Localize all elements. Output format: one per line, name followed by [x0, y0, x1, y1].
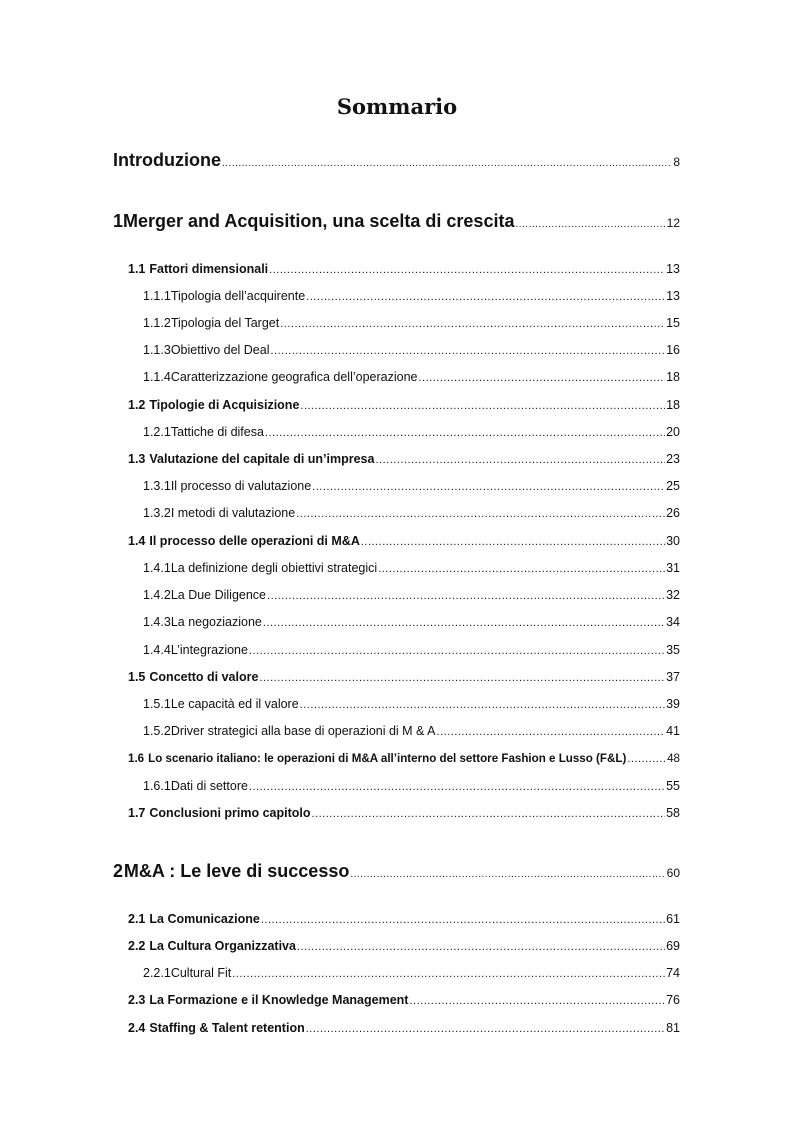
- toc-entry-1-6-1[interactable]: [143, 779, 680, 793]
- dot-leader: [296, 508, 665, 520]
- toc-label: Tipologie di Acquisizione: [149, 398, 300, 412]
- toc-label: Il processo delle operazioni di M&A: [149, 534, 360, 548]
- toc-entry-chapter-1[interactable]: [113, 211, 680, 232]
- toc-label: La Cultura Organizzativa: [149, 939, 296, 953]
- dot-leader: [361, 536, 665, 548]
- toc-label: Staffing & Talent retention: [149, 1021, 305, 1035]
- toc-number: 1.5.1: [143, 697, 171, 711]
- toc-page-number: 8: [673, 155, 680, 169]
- toc-page-number: 60: [666, 866, 680, 880]
- dot-leader: [350, 869, 665, 880]
- toc-number: 1.4.1: [143, 561, 171, 575]
- toc-number: 1.3.2: [143, 506, 171, 520]
- dot-leader: [306, 1023, 665, 1035]
- toc-number: 2: [113, 861, 124, 881]
- toc-number: 2.2: [128, 939, 146, 953]
- toc-page-number: 18: [666, 398, 680, 412]
- toc-number: 1.5.2: [143, 724, 171, 738]
- toc-label: Concetto di valore: [149, 670, 259, 684]
- toc-entry-1-5-1[interactable]: [143, 697, 680, 711]
- toc-number: 1.3: [128, 452, 146, 466]
- dot-leader: [515, 219, 665, 230]
- dot-leader: [232, 968, 665, 980]
- toc-number: 1.2.1: [143, 425, 171, 439]
- toc-label: Cultural Fit: [170, 966, 232, 980]
- toc-page-number: 41: [666, 724, 680, 738]
- toc-label: L’integrazione: [170, 643, 248, 657]
- toc-page-number: 31: [666, 561, 680, 575]
- dot-leader: [222, 158, 672, 169]
- toc-label: La Formazione e il Knowledge Management: [149, 993, 409, 1007]
- toc-page-number: 16: [666, 343, 680, 357]
- toc-entry-1-1-3[interactable]: [143, 343, 680, 357]
- toc-number: 1.1.4: [143, 370, 171, 384]
- dot-leader: [300, 400, 665, 412]
- toc-page-number: 48: [667, 752, 680, 765]
- dot-leader: [409, 995, 665, 1007]
- toc-label: La definizione degli obiettivi strategici: [170, 561, 378, 575]
- toc-label: Tattiche di difesa: [170, 425, 264, 439]
- toc-page-number: 12: [666, 216, 680, 230]
- toc-number: 1.6: [128, 752, 145, 765]
- toc-page-number: 20: [666, 425, 680, 439]
- toc-number: 1.1: [128, 262, 146, 276]
- toc-page-number: 15: [666, 316, 680, 330]
- dot-leader: [437, 726, 666, 738]
- dot-leader: [265, 427, 665, 439]
- dot-leader: [249, 645, 665, 657]
- toc-entry-2-3[interactable]: [128, 993, 680, 1007]
- toc-entry-2-2[interactable]: [128, 939, 680, 953]
- toc-entry-1-4-2[interactable]: [143, 588, 680, 602]
- toc-number: 1.2: [128, 398, 146, 412]
- toc-entry-2-4[interactable]: [128, 1021, 680, 1035]
- toc-entry-2-2-1[interactable]: [143, 966, 680, 980]
- dot-leader: [627, 753, 666, 765]
- toc-page-number: 39: [666, 697, 680, 711]
- toc-number: 1.1.1: [143, 289, 171, 303]
- toc-entry-1-7[interactable]: [128, 806, 680, 820]
- dot-leader: [306, 291, 665, 303]
- toc-label: Conclusioni primo capitolo: [149, 806, 311, 820]
- toc-page-number: 35: [666, 643, 680, 657]
- page-title: Sommario: [336, 94, 458, 119]
- toc-entry-introduzione[interactable]: [113, 150, 680, 171]
- toc-number: 1.6.1: [143, 779, 171, 793]
- toc-number: 2.3: [128, 993, 146, 1007]
- dot-leader: [263, 617, 665, 629]
- toc-page-number: 81: [666, 1021, 680, 1035]
- toc-entry-1-3[interactable]: [128, 452, 680, 466]
- toc-label: Lo scenario italiano: le operazioni di M&A all’interno del settore Fashion e Lusso (F&L): [148, 752, 627, 765]
- toc-page-number: 23: [666, 452, 680, 466]
- toc-entry-1-1[interactable]: [128, 262, 680, 276]
- toc-page-number: 34: [666, 615, 680, 629]
- toc-label: I metodi di valutazione: [170, 506, 296, 520]
- toc-page-number: 58: [666, 806, 680, 820]
- toc-label: Tipologia dell’acquirente: [170, 289, 306, 303]
- toc-label: Valutazione del capitale di un’impresa: [149, 452, 375, 466]
- toc-entry-2-1[interactable]: [128, 912, 680, 926]
- dot-leader: [312, 481, 665, 493]
- toc-number: 1.3.1: [143, 479, 171, 493]
- toc-page-number: 55: [666, 779, 680, 793]
- toc-entry-1-4-4[interactable]: [143, 643, 680, 657]
- toc-entry-1-5[interactable]: [128, 670, 680, 684]
- toc-label: M&A : Le leve di successo: [123, 861, 350, 881]
- toc-number: 1.4: [128, 534, 146, 548]
- toc-number: 2.4: [128, 1021, 146, 1035]
- toc-label: La Comunicazione: [149, 912, 260, 926]
- dot-leader: [419, 372, 666, 384]
- dot-leader: [270, 345, 665, 357]
- toc-page-number: 61: [666, 912, 680, 926]
- toc-number: 2.1: [128, 912, 146, 926]
- dot-leader: [249, 781, 665, 793]
- toc-entry-1-5-2[interactable]: [143, 724, 680, 738]
- toc-page-number: 25: [666, 479, 680, 493]
- toc-page-number: 74: [666, 966, 680, 980]
- toc-entry-1-2[interactable]: [128, 398, 680, 412]
- toc-label: Il processo di valutazione: [170, 479, 312, 493]
- toc-label: Obiettivo del Deal: [170, 343, 270, 357]
- dot-leader: [267, 590, 665, 602]
- toc-page-number: 76: [666, 993, 680, 1007]
- toc-entry-1-1-2[interactable]: [143, 316, 680, 330]
- dot-leader: [312, 808, 666, 820]
- toc-page-number: 37: [666, 670, 680, 684]
- toc-entry-1-1-4[interactable]: [143, 370, 680, 384]
- toc-page-number: 32: [666, 588, 680, 602]
- toc-number: 1.4.4: [143, 643, 171, 657]
- toc-number: 1.4.3: [143, 615, 171, 629]
- toc-entry-1-3-1[interactable]: [143, 479, 680, 493]
- toc-entry-1-4[interactable]: [128, 534, 680, 548]
- toc-entry-1-1-1[interactable]: [143, 289, 680, 303]
- toc-label: Driver strategici alla base di operazioni di M & A: [170, 724, 436, 738]
- toc-label: La negoziazione: [170, 615, 262, 629]
- toc-label: Le capacità ed il valore: [170, 697, 299, 711]
- toc-entry-1-3-2[interactable]: [143, 506, 680, 520]
- dot-leader: [261, 914, 665, 926]
- toc-page-number: 69: [666, 939, 680, 953]
- toc-entry-chapter-2[interactable]: [113, 861, 680, 882]
- toc-number: 1.4.2: [143, 588, 171, 602]
- toc-label: La Due Diligence: [170, 588, 267, 602]
- toc-page-number: 18: [666, 370, 680, 384]
- dot-leader: [378, 563, 665, 575]
- toc-entry-1-6[interactable]: [128, 752, 680, 765]
- toc-number: 1.7: [128, 806, 146, 820]
- toc-entry-1-4-3[interactable]: [143, 615, 680, 629]
- toc-number: 1: [113, 211, 124, 231]
- toc-label: Caratterizzazione geografica dell’operazione: [170, 370, 418, 384]
- toc-label: Fattori dimensionali: [149, 262, 269, 276]
- toc-page-number: 13: [666, 289, 680, 303]
- toc-page-number: 13: [666, 262, 680, 276]
- toc-label: Dati di settore: [170, 779, 248, 793]
- toc-number: 1.5: [128, 670, 146, 684]
- toc-label: Merger and Acquisition, una scelta di crescita: [123, 211, 515, 231]
- toc-label: Tipologia del Target: [170, 316, 280, 330]
- toc-page-number: 26: [666, 506, 680, 520]
- toc-entry-1-2-1[interactable]: [143, 425, 680, 439]
- toc-entry-1-4-1[interactable]: [143, 561, 680, 575]
- toc-label: Introduzione: [113, 150, 221, 170]
- toc-number: 1.1.2: [143, 316, 171, 330]
- toc-number: 1.1.3: [143, 343, 171, 357]
- dot-leader: [259, 672, 665, 684]
- toc-page-number: 30: [666, 534, 680, 548]
- dot-leader: [300, 699, 665, 711]
- dot-leader: [269, 264, 665, 276]
- toc-number: 2.2.1: [143, 966, 171, 980]
- dot-leader: [280, 318, 665, 330]
- dot-leader: [375, 454, 665, 466]
- dot-leader: [297, 941, 665, 953]
